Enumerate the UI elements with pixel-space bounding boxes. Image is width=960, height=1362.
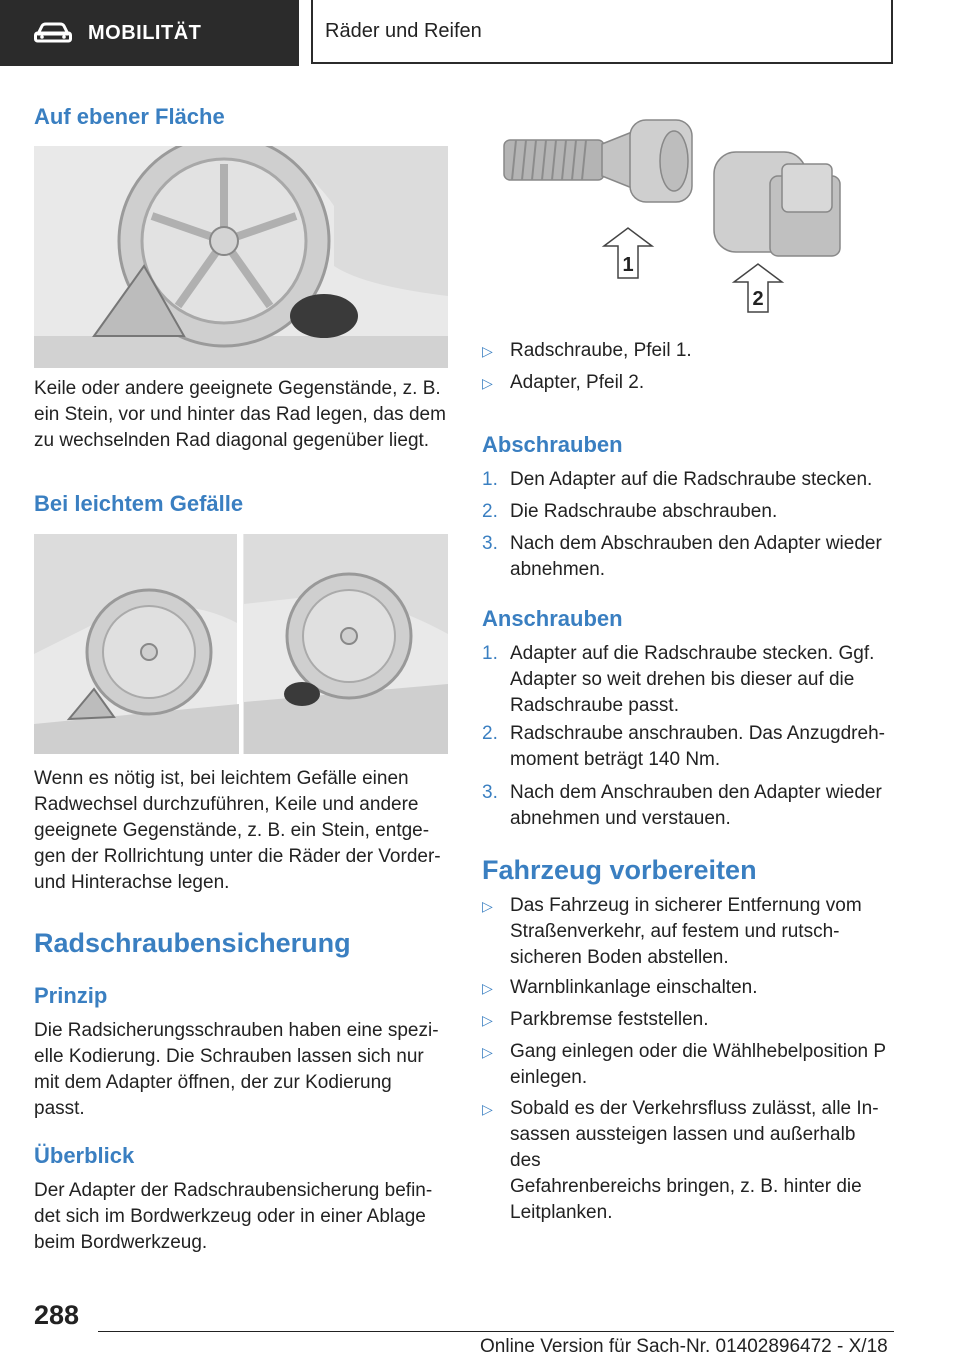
heading-screw: Anschrauben xyxy=(482,606,623,631)
step-number: 1. xyxy=(482,643,498,664)
paragraph-overview xyxy=(34,1178,454,1256)
paragraph-slope-line-1: Wenn es nötig ist, bei leichtem Gefälle einen xyxy=(34,768,409,789)
heading-principle: Prinzip xyxy=(34,983,108,1008)
heading-flat: Auf ebener Fläche xyxy=(34,104,225,129)
paragraph-flat-line-3: zu wechselnden Rad diagonal gegenüber liegt. xyxy=(34,430,430,451)
paragraph-overview-line-2: det sich im Bordwerkzeug oder in einer Ablage xyxy=(34,1206,426,1227)
header-section-label: MOBILITÄT xyxy=(88,21,202,44)
paragraph-flat xyxy=(34,376,454,454)
paragraph-principle xyxy=(34,1018,454,1122)
step-number: 2. xyxy=(482,501,498,522)
step-number: 2. xyxy=(482,723,498,744)
legend-item-2-text: Adapter, Pfeil 2. xyxy=(510,372,645,393)
step-number: 1. xyxy=(482,469,498,490)
paragraph-flat-line-1: Keile oder andere geeignete Gegenstände, z. B. xyxy=(34,378,441,399)
triangle-right-icon: ▷ xyxy=(482,1012,493,1028)
header-section-tab xyxy=(0,0,299,66)
header-chapter-label: Räder und Reifen xyxy=(325,19,482,42)
legend-item-1-text: Radschraube, Pfeil 1. xyxy=(510,340,692,361)
prepare-item-3-text: Parkbremse feststellen. xyxy=(510,1009,709,1030)
prepare-item-1-text: Das Fahrzeug in sicherer Entfernung vom Straßenverkehr, auf festem und rutsch‐ sicheren Boden abstellen. xyxy=(510,895,862,968)
unscrew-step-2-text: Die Radschraube abschrauben. xyxy=(510,501,778,522)
prepare-item-5-text: Sobald es der Verkehrsfluss zulässt, alle In‐ sassen aussteigen lassen und außerhalb des Gefahrenbereichs bringen, z. B. hinter die Leitplanken. xyxy=(510,1098,879,1223)
paragraph-slope xyxy=(34,766,454,896)
header-chapter-tab xyxy=(311,0,893,64)
paragraph-slope-line-3: geeignete Gegenstände, z. B. ein Stein, entge‐ xyxy=(34,820,430,841)
unscrew-step-1-text: Den Adapter auf die Radschraube stecken. xyxy=(510,469,873,490)
step-number: 3. xyxy=(482,782,498,803)
heading-slope: Bei leichtem Gefälle xyxy=(34,491,244,516)
illustration-lock-bolt-adapter xyxy=(482,106,896,328)
unscrew-step-3-text: Nach dem Abschrauben den Adapter wieder abnehmen. xyxy=(510,533,882,580)
heading-prepare-vehicle: Fahrzeug vorbereiten xyxy=(482,855,757,885)
paragraph-flat-line-2: ein Stein, vor und hinter das Rad legen, das dem xyxy=(34,404,446,425)
prepare-item-2-text: Warnblinkanlage einschalten. xyxy=(510,977,758,998)
illustration-slope xyxy=(34,534,448,754)
footer-divider xyxy=(98,1331,894,1332)
illustration-flat-ground xyxy=(34,146,448,368)
triangle-right-icon: ▷ xyxy=(482,1044,493,1060)
arrow-2-label: 2 xyxy=(752,288,764,310)
triangle-right-icon: ▷ xyxy=(482,1101,493,1117)
paragraph-slope-line-2: Radwechsel durchzuführen, Keile und andere xyxy=(34,794,419,815)
paragraph-overview-line-1: Der Adapter der Radschraubensicherung befin‐ xyxy=(34,1180,433,1201)
triangle-right-icon: ▷ xyxy=(482,898,493,914)
paragraph-principle-line-3: mit dem Adapter öffnen, der zur Kodierung xyxy=(34,1072,392,1093)
triangle-right-icon: ▷ xyxy=(482,980,493,996)
arrow-1-label: 1 xyxy=(622,254,634,276)
triangle-right-icon: ▷ xyxy=(482,375,493,391)
lock-bolt-drawing xyxy=(504,120,692,202)
paragraph-overview-line-3: beim Bordwerkzeug. xyxy=(34,1232,208,1253)
car-icon xyxy=(34,22,72,44)
screw-step-2-text: Radschraube anschrauben. Das Anzugdreh‐ moment beträgt 140 Nm. xyxy=(510,723,885,770)
paragraph-slope-line-4: gen der Rollrichtung unter die Räder der Vorder‐ xyxy=(34,846,441,867)
triangle-right-icon: ▷ xyxy=(482,343,493,359)
heading-unscrew: Abschrauben xyxy=(482,432,623,457)
adapter-drawing xyxy=(714,152,840,256)
footer-online-version: Online Version für Sach-Nr. 01402896472 - X/18 xyxy=(480,1336,888,1357)
heading-overview: Überblick xyxy=(34,1143,135,1168)
heading-wheel-lock: Radschraubensicherung xyxy=(34,928,351,958)
screw-step-1-text: Adapter auf die Radschraube stecken. Ggf. Adapter so weit drehen bis dieser auf die Radschraube passt. xyxy=(510,643,875,716)
step-number: 3. xyxy=(482,533,498,554)
paragraph-principle-line-4: passt. xyxy=(34,1098,85,1119)
page-number: 288 xyxy=(34,1300,80,1330)
screw-step-3-text: Nach dem Anschrauben den Adapter wieder abnehmen und verstauen. xyxy=(510,782,882,829)
paragraph-slope-line-5: und Hinterachse legen. xyxy=(34,872,230,893)
paragraph-principle-line-1: Die Radsicherungsschrauben haben eine spezi‐ xyxy=(34,1020,439,1041)
paragraph-principle-line-2: elle Kodierung. Die Schrauben lassen sich nur xyxy=(34,1046,424,1067)
prepare-item-4-text: Gang einlegen oder die Wählhebelposition P einlegen. xyxy=(510,1041,887,1088)
